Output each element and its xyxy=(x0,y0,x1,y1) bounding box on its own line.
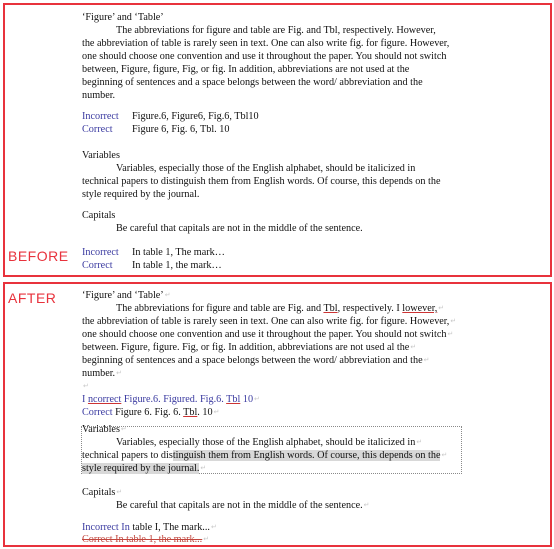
paragraph-line: style required by the journal. xyxy=(82,189,200,200)
correct-example: In table 1, the mark… xyxy=(132,260,222,271)
paragraph-line: Be careful that capitals are not in the middle of the sentence.↵ xyxy=(116,500,370,511)
incorrect-label: Incorrect xyxy=(82,111,119,122)
variables-heading: Variables↵ xyxy=(82,424,127,435)
capitals-heading: Capitals xyxy=(82,210,116,221)
paragraph-line: The abbreviations for figure and table are Fig. and Tbl, respectively. However, xyxy=(116,25,436,36)
example-row-correct xyxy=(82,259,222,272)
paragraph-line: one should choose one convention and use it throughout the paper. You should not switch xyxy=(82,51,447,62)
correct-label: Correct xyxy=(82,124,113,135)
paragraph-line: beginning of sentences and a space belongs between the word/ abbreviation and the xyxy=(82,77,423,88)
example-row-correct-deleted: Correct In table 1, the mark...↵ xyxy=(82,534,210,545)
paragraph-line: one should choose one convention and use it throughout the paper. You should not switch↵ xyxy=(82,329,454,340)
paragraph-line: between, Figure, figure, Fig, or fig. In addition, abbreviations are not used at the xyxy=(82,64,410,75)
paragraph-line: Variables, especially those of the English alphabet, should be italicized in xyxy=(116,163,416,174)
paragraph-line: the abbreviation of table is rarely seen in text. One can also write fig. for figure. However,↵ xyxy=(82,316,457,327)
paragraph-line: number.↵ xyxy=(82,368,122,379)
paragraph-line: technical papers to distinguish them from English words. Of course, this depends on the↵ xyxy=(82,450,448,461)
paragraph-line: technical papers to distinguish them from English words. Of course, this depends on the xyxy=(82,176,441,187)
empty-paragraph: ↵ xyxy=(83,382,89,390)
example-row-incorrect xyxy=(82,110,259,123)
paragraph-line: between. Figure, figure. Fig, or fig. In addition, abbreviations are not used al the↵ xyxy=(82,342,417,353)
paragraph-line: number. xyxy=(82,90,116,101)
after-label: AFTER xyxy=(8,290,57,306)
incorrect-example: Figure.6, Figure6, Fig.6, Tbl10 xyxy=(132,111,259,122)
example-row-correct xyxy=(82,123,229,136)
example-row-correct: Correct Figure 6. Fig. 6. Tbl. 10↵ xyxy=(82,407,220,418)
variables-heading: Variables xyxy=(82,150,120,161)
example-row-incorrect: I ncorrect Figure.6. Figured. Fig.6. Tbl 10↵ xyxy=(82,394,260,405)
paragraph-line: The abbreviations for figure and table are Fig. and Tbl, respectively. I lowever,↵ xyxy=(116,303,445,314)
paragraph-line: the abbreviation of table is rarely seen in text. One can also write fig. for figure. However, xyxy=(82,38,450,49)
incorrect-label: Incorrect xyxy=(82,247,119,258)
paragraph-line: style required by the journal.↵ xyxy=(82,463,207,474)
figure-table-heading: ‘Figure’ and ‘Table’↵ xyxy=(82,290,171,301)
before-label: BEFORE xyxy=(8,248,69,264)
paragraph-line: beginning of sentences and a space belongs between the word/ abbreviation and the↵ xyxy=(82,355,430,366)
correct-example: Figure 6, Fig. 6, Tbl. 10 xyxy=(132,124,230,135)
example-row-incorrect: Incorrect In table I, The mark...↵ xyxy=(82,522,217,533)
paragraph-line: Be careful that capitals are not in the middle of the sentence. xyxy=(116,223,363,234)
figure-table-heading: ‘Figure’ and ‘Table’ xyxy=(82,12,164,23)
example-row-incorrect xyxy=(82,246,225,259)
paragraph-line: Variables, especially those of the English alphabet, should be italicized in↵ xyxy=(116,437,423,448)
correct-label: Correct xyxy=(82,260,113,271)
incorrect-example: In table 1, The mark… xyxy=(132,247,225,258)
capitals-heading: Capitals↵ xyxy=(82,487,123,498)
